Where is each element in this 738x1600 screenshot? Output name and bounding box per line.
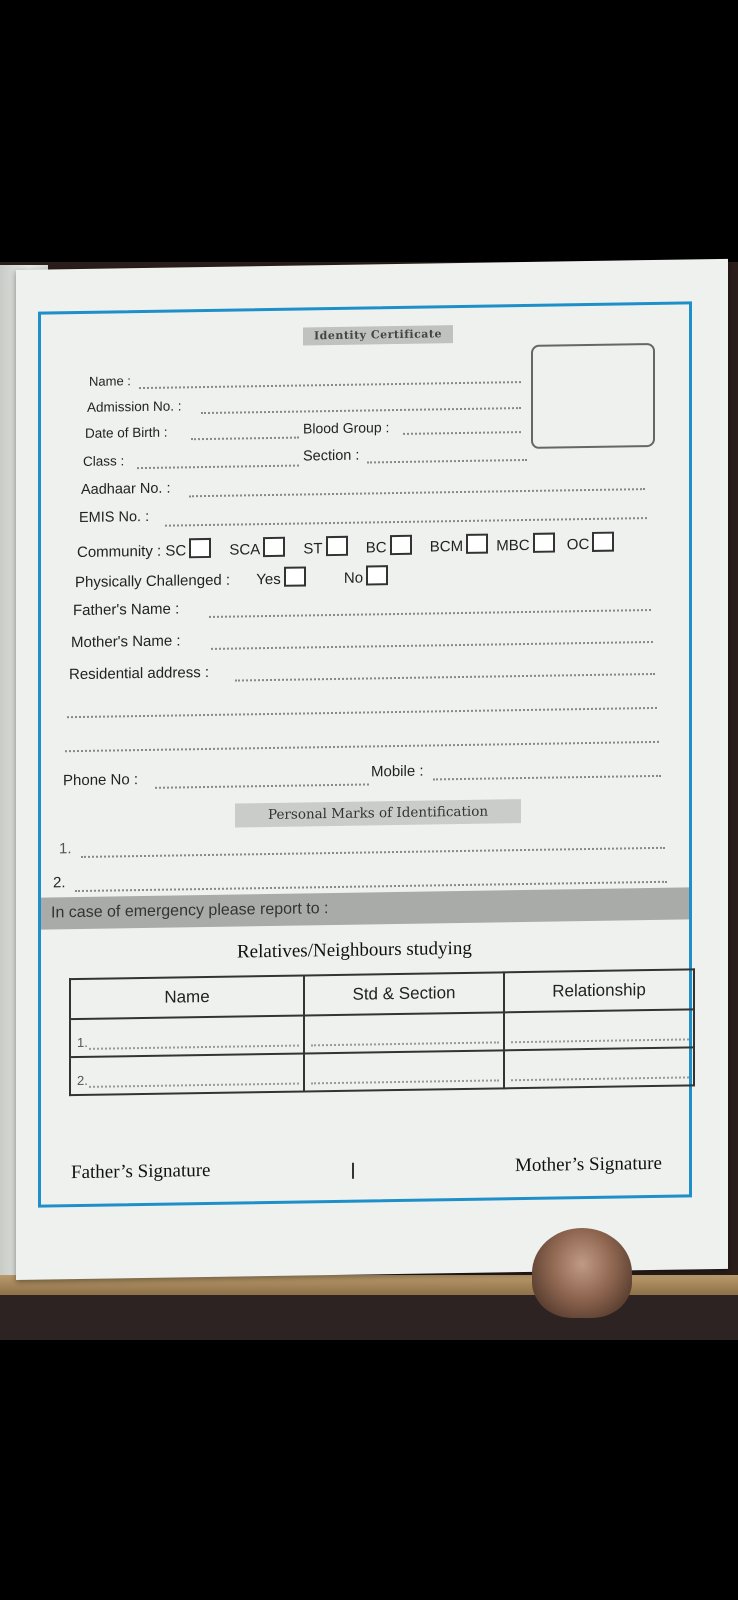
section-label: Section : xyxy=(303,447,360,465)
community-option-oc[interactable]: OC xyxy=(567,536,615,554)
mothers-signature-label: Mother’s Signature xyxy=(515,1152,662,1177)
row-1-relationship-line xyxy=(511,1038,689,1043)
class-label: Class : xyxy=(83,453,125,469)
form-page xyxy=(16,259,728,1280)
sc-checkbox[interactable] xyxy=(189,538,211,558)
column-header-relationship: Relationship xyxy=(504,969,694,1012)
emergency-banner: In case of emergency please report to : xyxy=(41,887,689,929)
section-field[interactable] xyxy=(367,459,527,464)
community-label: Community : xyxy=(77,542,162,562)
form-title: Identity Certificate xyxy=(303,325,453,345)
community-option-mbc[interactable]: MBC xyxy=(496,537,554,555)
pc-no-checkbox[interactable] xyxy=(366,565,388,585)
emis-no-label: EMIS No. : xyxy=(79,508,150,527)
physically-challenged-row xyxy=(75,565,388,591)
row-1-name-line xyxy=(89,1045,299,1050)
aadhaar-no-field[interactable] xyxy=(189,488,645,497)
column-header-std-section: Std & Section xyxy=(304,972,504,1015)
row-1-relationship-cell[interactable] xyxy=(504,1009,694,1050)
pc-option-yes[interactable]: Yes xyxy=(256,570,305,588)
fathers-signature-label: Father’s Signature xyxy=(71,1159,211,1184)
emis-no-field[interactable] xyxy=(165,517,647,527)
class-field[interactable] xyxy=(137,465,299,470)
row-number: 2. xyxy=(77,1072,88,1089)
identity-certificate-form xyxy=(38,301,692,1207)
admission-no-label: Admission No. : xyxy=(87,398,182,415)
pc-yes-checkbox[interactable] xyxy=(284,566,306,586)
row-2-std-line xyxy=(311,1079,499,1084)
row-1-std-line xyxy=(311,1041,499,1046)
photo-placeholder[interactable] xyxy=(531,343,655,449)
mark-number-1: 1. xyxy=(59,840,72,858)
community-option-bcm[interactable]: BCM xyxy=(430,538,488,556)
row-2-relationship-cell[interactable] xyxy=(504,1047,694,1088)
bc-checkbox[interactable] xyxy=(390,535,412,555)
blood-group-field[interactable] xyxy=(403,431,521,435)
date-of-birth-label: Date of Birth : xyxy=(85,424,168,441)
residential-address-field-2[interactable] xyxy=(67,707,657,718)
date-of-birth-field[interactable] xyxy=(191,437,299,441)
residential-address-label: Residential address : xyxy=(69,663,210,684)
row-2-std-cell[interactable] xyxy=(304,1050,504,1091)
mark-number-2: 2. xyxy=(53,874,66,892)
blood-group-label: Blood Group : xyxy=(303,419,390,437)
mobile-label: Mobile : xyxy=(371,762,424,781)
aadhaar-no-label: Aadhaar No. : xyxy=(81,480,171,498)
row-1-std-cell[interactable] xyxy=(304,1012,504,1053)
community-option-sca[interactable]: SCA xyxy=(229,541,285,559)
fathers-name-label: Father's Name : xyxy=(73,600,180,620)
row-number: 1. xyxy=(77,1034,88,1051)
community-option-bc[interactable]: BC xyxy=(366,539,412,557)
mothers-name-label: Mother's Name : xyxy=(71,632,181,652)
mark-1-field[interactable] xyxy=(81,847,665,858)
phone-no-label: Phone No : xyxy=(63,771,139,790)
relatives-table xyxy=(69,968,695,1096)
community-option-sc[interactable]: SC xyxy=(165,542,211,560)
residential-address-field-3[interactable] xyxy=(65,741,659,752)
phone-no-field[interactable] xyxy=(155,783,369,788)
mothers-name-field[interactable] xyxy=(211,641,653,650)
relatives-heading: Relatives/Neighbours studying xyxy=(237,937,472,963)
pc-option-no[interactable]: No xyxy=(344,569,388,587)
mobile-field[interactable] xyxy=(433,775,661,781)
sca-checkbox[interactable] xyxy=(263,537,285,557)
bcm-checkbox[interactable] xyxy=(466,534,488,554)
row-1-name-cell[interactable] xyxy=(70,1015,304,1057)
personal-marks-heading: Personal Marks of Identification xyxy=(235,799,521,827)
residential-address-field-1[interactable] xyxy=(235,673,655,682)
community-option-st[interactable]: ST xyxy=(303,540,347,558)
page-number-mark xyxy=(352,1163,354,1179)
fathers-name-field[interactable] xyxy=(209,609,651,618)
oc-checkbox[interactable] xyxy=(592,532,614,552)
row-2-name-line xyxy=(89,1083,299,1088)
mbc-checkbox[interactable] xyxy=(533,533,555,553)
name-label: Name : xyxy=(89,373,131,389)
thumb xyxy=(532,1228,632,1318)
st-checkbox[interactable] xyxy=(326,536,348,556)
physically-challenged-label: Physically Challenged : xyxy=(75,571,231,592)
column-header-name: Name xyxy=(70,975,304,1019)
row-2-relationship-line xyxy=(511,1076,689,1081)
row-2-name-cell[interactable] xyxy=(70,1053,304,1095)
community-row xyxy=(77,532,614,561)
admission-no-field[interactable] xyxy=(201,407,521,414)
name-field[interactable] xyxy=(139,381,521,389)
